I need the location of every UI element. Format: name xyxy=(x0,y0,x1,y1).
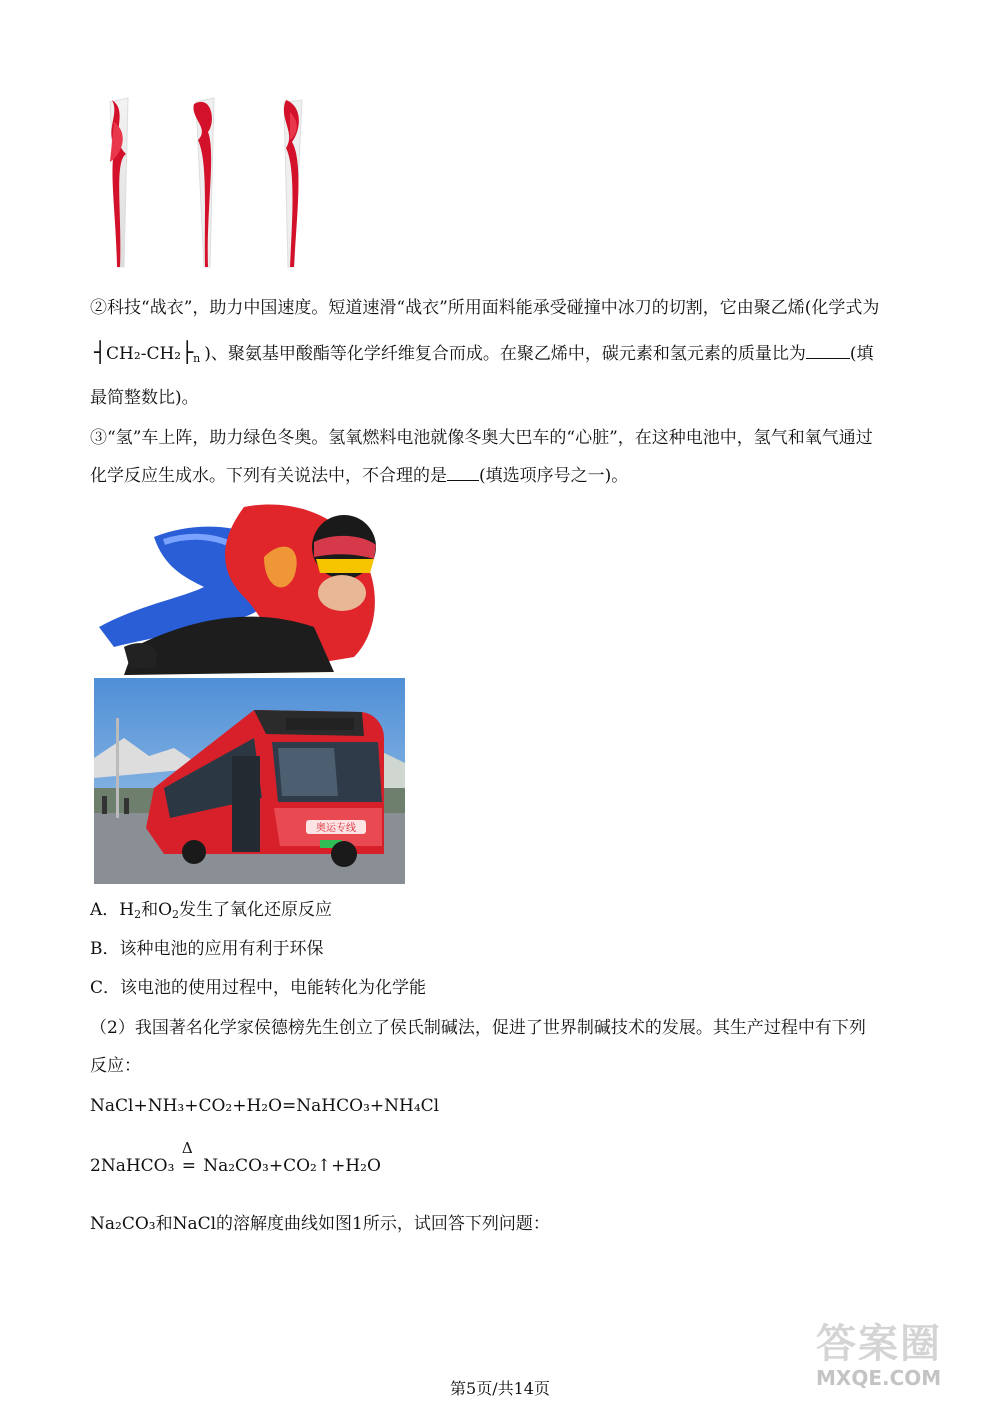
watermark-text: MXQE.COM xyxy=(816,1366,942,1390)
option-a-sub1: 2 xyxy=(134,908,142,921)
section3-line2 xyxy=(90,464,628,488)
option-c-label: C． xyxy=(90,978,121,998)
equation-2-left: 2NaHCO₃ xyxy=(90,1156,175,1176)
option-c[interactable] xyxy=(90,976,426,1000)
section2-line2 xyxy=(90,340,874,366)
option-a[interactable] xyxy=(90,898,332,922)
part2-last-line: Na₂CO₃和NaCl的溶解度曲线如图1所示，试回答下列问题： xyxy=(90,1214,550,1234)
part2-line2: 反应： xyxy=(90,1056,141,1076)
section2-line2-tail: (填 xyxy=(849,344,874,364)
section2-line2-text: )、聚氨基甲酸酯等化学纤维复合而成。在聚乙烯中，碳元素和氢元素的质量比为 xyxy=(204,344,806,364)
option-c-text: 该电池的使用过程中，电能转化为化学能 xyxy=(120,978,427,998)
section2-line1: ②科技“战衣”，助力中国速度。短道速滑“战衣”所用面料能承受碰撞中冰刀的切割，它由聚乙烯(化学式为 xyxy=(90,298,880,318)
option-a-sub2: 2 xyxy=(172,908,180,921)
option-a-mid: 和O xyxy=(141,900,173,920)
option-b-text: 该种电池的应用有利于环保 xyxy=(119,939,324,959)
polyethylene-formula: $┤CH_2-CH_2├_n$ xyxy=(94,340,201,365)
heat-symbol: Δ xyxy=(181,1139,193,1157)
section2-line3: 最简整数比)。 xyxy=(90,388,199,408)
torch-image-1 xyxy=(100,92,140,272)
formula-repeat-unit: CH₂-CH₂ xyxy=(106,344,182,364)
option-b-label: B． xyxy=(90,939,120,959)
watermark-logo: 答案圈 MXQE.COM xyxy=(816,1322,986,1400)
option-a-text: 发生了氧化还原反应 xyxy=(179,900,333,920)
torch-image-3 xyxy=(272,92,312,272)
speed-skater-photo xyxy=(94,497,394,677)
part2-line1: （2）我国著名化学家侯德榜先生创立了侯氏制碱法，促进了世界制碱技术的发展。其生产过程中有下列 xyxy=(90,1018,866,1038)
equation-1: NaCl+NH₃+CO₂+H₂O=NaHCO₃+NH₄Cl xyxy=(90,1096,440,1116)
option-a-h: H xyxy=(119,900,135,920)
formula-n: n xyxy=(193,352,201,365)
section3-line2-text: 化学反应生成水。下列有关说法中，不合理的是 xyxy=(90,466,447,486)
section3-line1: ③“氢”车上阵，助力绿色冬奥。氢氧燃料电池就像冬奥大巴车的“心脏”，在这种电池中，氢气和氧气通过 xyxy=(90,428,873,448)
heat-equals-sign: Δ = xyxy=(180,1154,198,1178)
answer-blank-option[interactable] xyxy=(447,464,479,481)
answer-blank-mass-ratio[interactable] xyxy=(806,342,850,359)
option-b[interactable] xyxy=(90,937,324,961)
equation-2 xyxy=(90,1139,381,1178)
section3-line2-tail: (填选项序号之一)。 xyxy=(479,466,629,486)
bus-sign-text: 奥运专线 xyxy=(316,823,356,834)
torch-image-2 xyxy=(186,92,226,272)
equation-2-right: Na₂CO₃+CO₂↑+H₂O xyxy=(203,1156,381,1176)
option-a-label: A． xyxy=(90,900,120,920)
hydrogen-bus-photo xyxy=(94,678,405,884)
page-footer: 第5页/共14页 xyxy=(450,1379,550,1398)
